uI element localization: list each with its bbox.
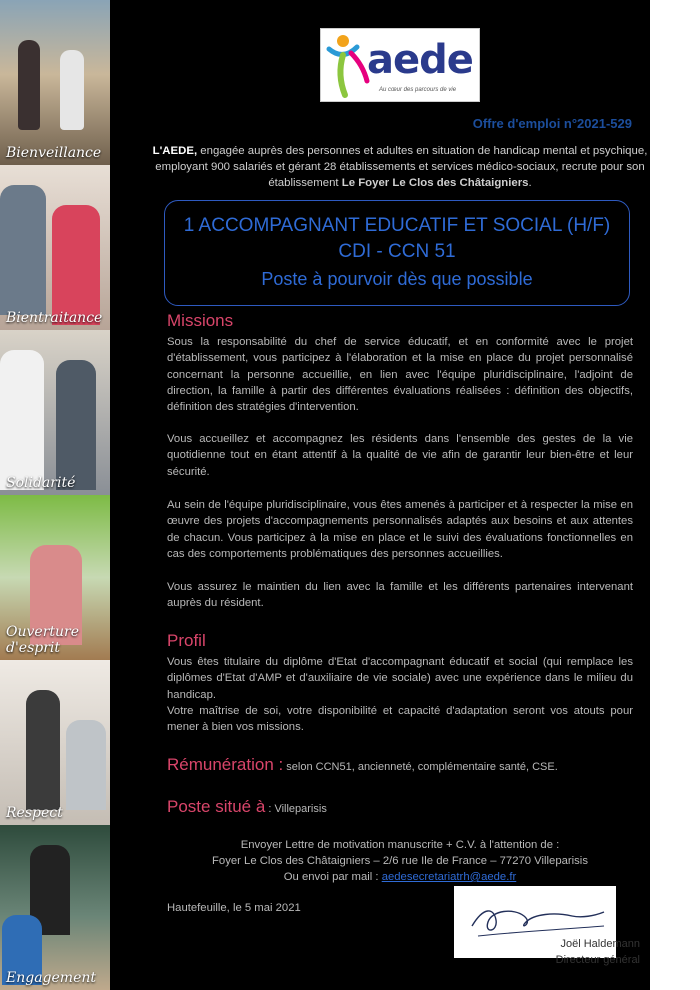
missions-paragraph-4: Vous assurez le maintien du lien avec la famille et les différents partenaires intervenant auprès du résident. bbox=[167, 581, 633, 610]
caption-engagement: Engagement bbox=[6, 970, 96, 986]
logo-word: aede bbox=[367, 37, 473, 83]
contact-line-2: Foyer Le Clos des Châtaigniers – 2/6 rue Ile de France – 77270 Villeparisis bbox=[212, 855, 588, 867]
logo-figure-icon bbox=[323, 31, 373, 101]
remuneration-text: selon CCN51, ancienneté, complémentaire santé, CSE. bbox=[283, 761, 558, 773]
profil-paragraph-1: Vous êtes titulaire du diplôme d'Etat d'accompagnant éducatif et social (qui remplace les diplômes d'Etat d'AMP et d'auxiliaire de vie sociale) avec une expérience dans le milieu du handicap. bbox=[167, 656, 633, 701]
job-offer-page bbox=[110, 0, 650, 990]
signatory-block bbox=[540, 936, 640, 968]
photo-respect bbox=[0, 660, 110, 825]
location-heading: Poste situé à bbox=[167, 797, 266, 816]
caption-bientraitance: Bientraitance bbox=[6, 310, 103, 326]
caption-respect: Respect bbox=[6, 805, 63, 821]
missions-paragraph-3: Au sein de l'équipe pluridisciplinaire, vous êtes amenés à participer et à respecter la mise en œuvre des projets d'accompagnements personnalisés adaptés aux besoins et aux attentes de chacun. Vous participez à la mise en place et le suivi des évaluations fonctionnelles en cas des comportements problématiques des personnes accueillies. bbox=[167, 499, 633, 560]
caption-solidarite: Solidarité bbox=[6, 475, 76, 491]
signatory-name: Joël Haldemann bbox=[560, 938, 640, 950]
intro-paragraph bbox=[150, 143, 650, 191]
contact-line-3 bbox=[150, 869, 650, 885]
logo-tagline: Au cœur des parcours de vie bbox=[379, 87, 457, 93]
aede-logo bbox=[320, 28, 480, 102]
profil-heading: Profil bbox=[167, 631, 206, 650]
missions-paragraph-1: Sous la responsabilité du chef de service éducatif, et en conformité avec le projet d'établissement, vous participez à l'élaboration et la mise en place du projet personnalisé concernant la personne accueillie, en lien avec l'équipe pluridisciplinaire, l'adjoint de direction, la famille à partir des différentes évaluations réalisées : définition des objectifs, définition des stratégies d'intervention. bbox=[167, 336, 633, 414]
missions-heading: Missions bbox=[167, 311, 234, 330]
intro-text-1: engagée auprès des personnes et adultes en situation de handicap mental et psychique, employant 900 salariés et gérant 28 établissements et services médico-sociaux, recrute pour son établissement bbox=[155, 145, 648, 189]
contact-line-1: Envoyer Lettre de motivation manuscrite + C.V. à l'attention de : bbox=[240, 839, 560, 851]
contact-mail-prefix: Ou envoi par mail : bbox=[283, 871, 382, 883]
job-title-box bbox=[164, 200, 630, 306]
job-contract: CDI - CCN 51 bbox=[338, 241, 456, 262]
photo-engagement bbox=[0, 825, 110, 990]
job-title: 1 ACCOMPAGNANT EDUCATIF ET SOCIAL (H/F) bbox=[183, 215, 611, 236]
profil-paragraph-2: Votre maîtrise de soi, votre disponibilité et capacité d'adaptation seront vos atouts pour mener à bien vos missions. bbox=[167, 705, 633, 734]
photo-bienveillance bbox=[0, 0, 110, 165]
photo-ouverture bbox=[0, 495, 110, 660]
intro-brand: L'AEDE, bbox=[152, 145, 198, 157]
photo-sidebar bbox=[0, 0, 110, 990]
intro-foyer: Le Foyer Le Clos des Châtaigniers bbox=[341, 177, 529, 189]
remuneration-heading: Rémunération : bbox=[167, 755, 284, 774]
photo-bientraitance bbox=[0, 165, 110, 330]
missions-paragraph-2: Vous accueillez et accompagnez les résidents dans l'ensemble des gestes de la vie quotidienne tout en étant attentif à la qualité de vie afin de garantir leur bien-être et leur sécurité. bbox=[167, 433, 633, 478]
offer-number: Offre d'emploi n°2021-529 bbox=[472, 116, 632, 131]
contact-block bbox=[150, 837, 650, 885]
location-line bbox=[167, 797, 327, 817]
remuneration-line bbox=[167, 755, 558, 775]
signatory-title: Directeur général bbox=[555, 954, 640, 966]
contact-email-link[interactable]: aedesecretariatrh@aede.fr bbox=[381, 871, 517, 883]
photo-solidarite bbox=[0, 330, 110, 495]
job-availability: Poste à pourvoir dès que possible bbox=[261, 269, 533, 289]
intro-text-2: . bbox=[528, 177, 532, 189]
date-line: Hautefeuille, le 5 mai 2021 bbox=[167, 902, 301, 914]
caption-bienveillance: Bienveillance bbox=[6, 145, 102, 161]
caption-ouverture: Ouverture d'esprit bbox=[6, 624, 80, 656]
location-text: : Villeparisis bbox=[265, 803, 327, 815]
